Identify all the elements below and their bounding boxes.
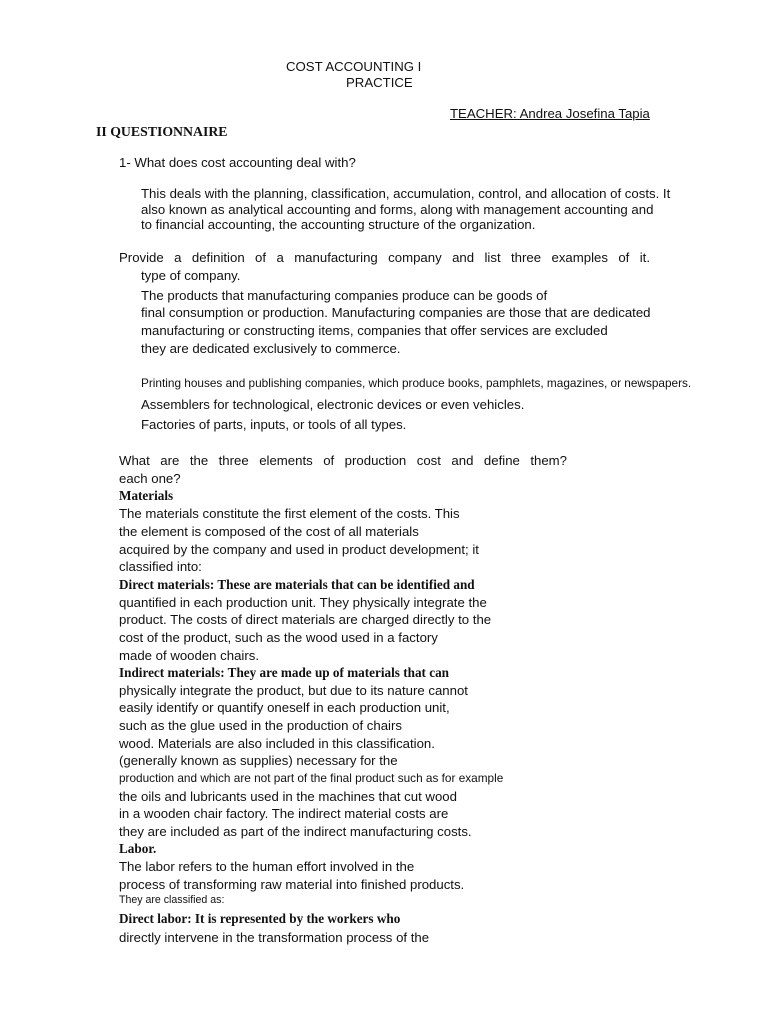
example-item: Printing houses and publishing companies, which produce books, pamphlets, magazines, or newspapers. (141, 376, 692, 390)
classified-as-text: They are classified as: (119, 894, 225, 906)
question-1: 1- What does cost accounting deal with? (119, 155, 356, 170)
answer-2-line: manufacturing or constructing items, companies that offer services are excluded (141, 323, 608, 338)
indirect-materials-line: (generally known as supplies) necessary for the (119, 753, 398, 768)
answer-2-line: The products that manufacturing companies produce can be goods of (141, 288, 548, 303)
direct-labor-line: directly intervene in the transformation process of the (119, 930, 430, 945)
direct-materials-heading: Direct materials: These are materials that can be identified and (119, 577, 475, 592)
indirect-materials-line: easily identify or quantify oneself in each production unit, (119, 700, 450, 715)
question-3-continued: each one? (119, 471, 181, 486)
answer-2-line: they are dedicated exclusively to commerce. (141, 341, 401, 356)
materials-line: acquired by the company and used in product development; it (119, 542, 479, 557)
answer-1-line: also known as analytical accounting and forms, along with management accounting and (141, 202, 654, 217)
materials-line: the element is composed of the cost of all materials (119, 524, 419, 539)
answer-2-line: final consumption or production. Manufacturing companies are those that are dedicated (141, 305, 651, 320)
direct-labor-heading: Direct labor: It is represented by the workers who (119, 911, 401, 926)
labor-line: The labor refers to the human effort involved in the (119, 859, 415, 874)
materials-line: classified into: (119, 559, 202, 574)
indirect-materials-line: in a wooden chair factory. The indirect material costs are (119, 806, 449, 821)
indirect-materials-line: such as the glue used in the production of chairs (119, 718, 402, 733)
teacher-name: TEACHER: Andrea Josefina Tapia (450, 106, 650, 121)
question-2: Provide a definition of a manufacturing company and list three examples of it. (119, 250, 650, 265)
document-title: COST ACCOUNTING I (286, 59, 422, 74)
question-3: What are the three elements of production cost and define them? (119, 453, 567, 468)
direct-materials-line: quantified in each production unit. They physically integrate the (119, 595, 487, 610)
materials-line: The materials constitute the first element of the costs. This (119, 506, 460, 521)
section-heading: II QUESTIONNAIRE (96, 124, 228, 139)
indirect-materials-line: wood. Materials are also included in this classification. (119, 736, 435, 751)
labor-heading: Labor. (119, 841, 157, 856)
example-item: Factories of parts, inputs, or tools of all types. (141, 417, 407, 432)
materials-heading: Materials (119, 488, 174, 503)
document-subtitle: PRACTICE (346, 75, 413, 90)
indirect-materials-heading: Indirect materials: They are made up of materials that can (119, 665, 450, 680)
indirect-materials-line: they are included as part of the indirect manufacturing costs. (119, 824, 472, 839)
indirect-materials-line: production and which are not part of the final product such as for example (119, 771, 504, 785)
labor-line: process of transforming raw material into finished products. (119, 877, 465, 892)
indirect-materials-line: physically integrate the product, but due to its nature cannot (119, 683, 468, 698)
direct-materials-line: product. The costs of direct materials are charged directly to the (119, 612, 492, 627)
indirect-materials-line: the oils and lubricants used in the machines that cut wood (119, 789, 457, 804)
direct-materials-line: cost of the product, such as the wood used in a factory (119, 630, 438, 645)
answer-1-line: This deals with the planning, classification, accumulation, control, and allocation of costs. It (141, 186, 671, 201)
example-item: Assemblers for technological, electronic devices or even vehicles. (141, 397, 525, 412)
answer-1-line: to financial accounting, the accounting structure of the organization. (141, 217, 536, 232)
direct-materials-line: made of wooden chairs. (119, 648, 260, 663)
question-2-continued: type of company. (141, 268, 241, 283)
